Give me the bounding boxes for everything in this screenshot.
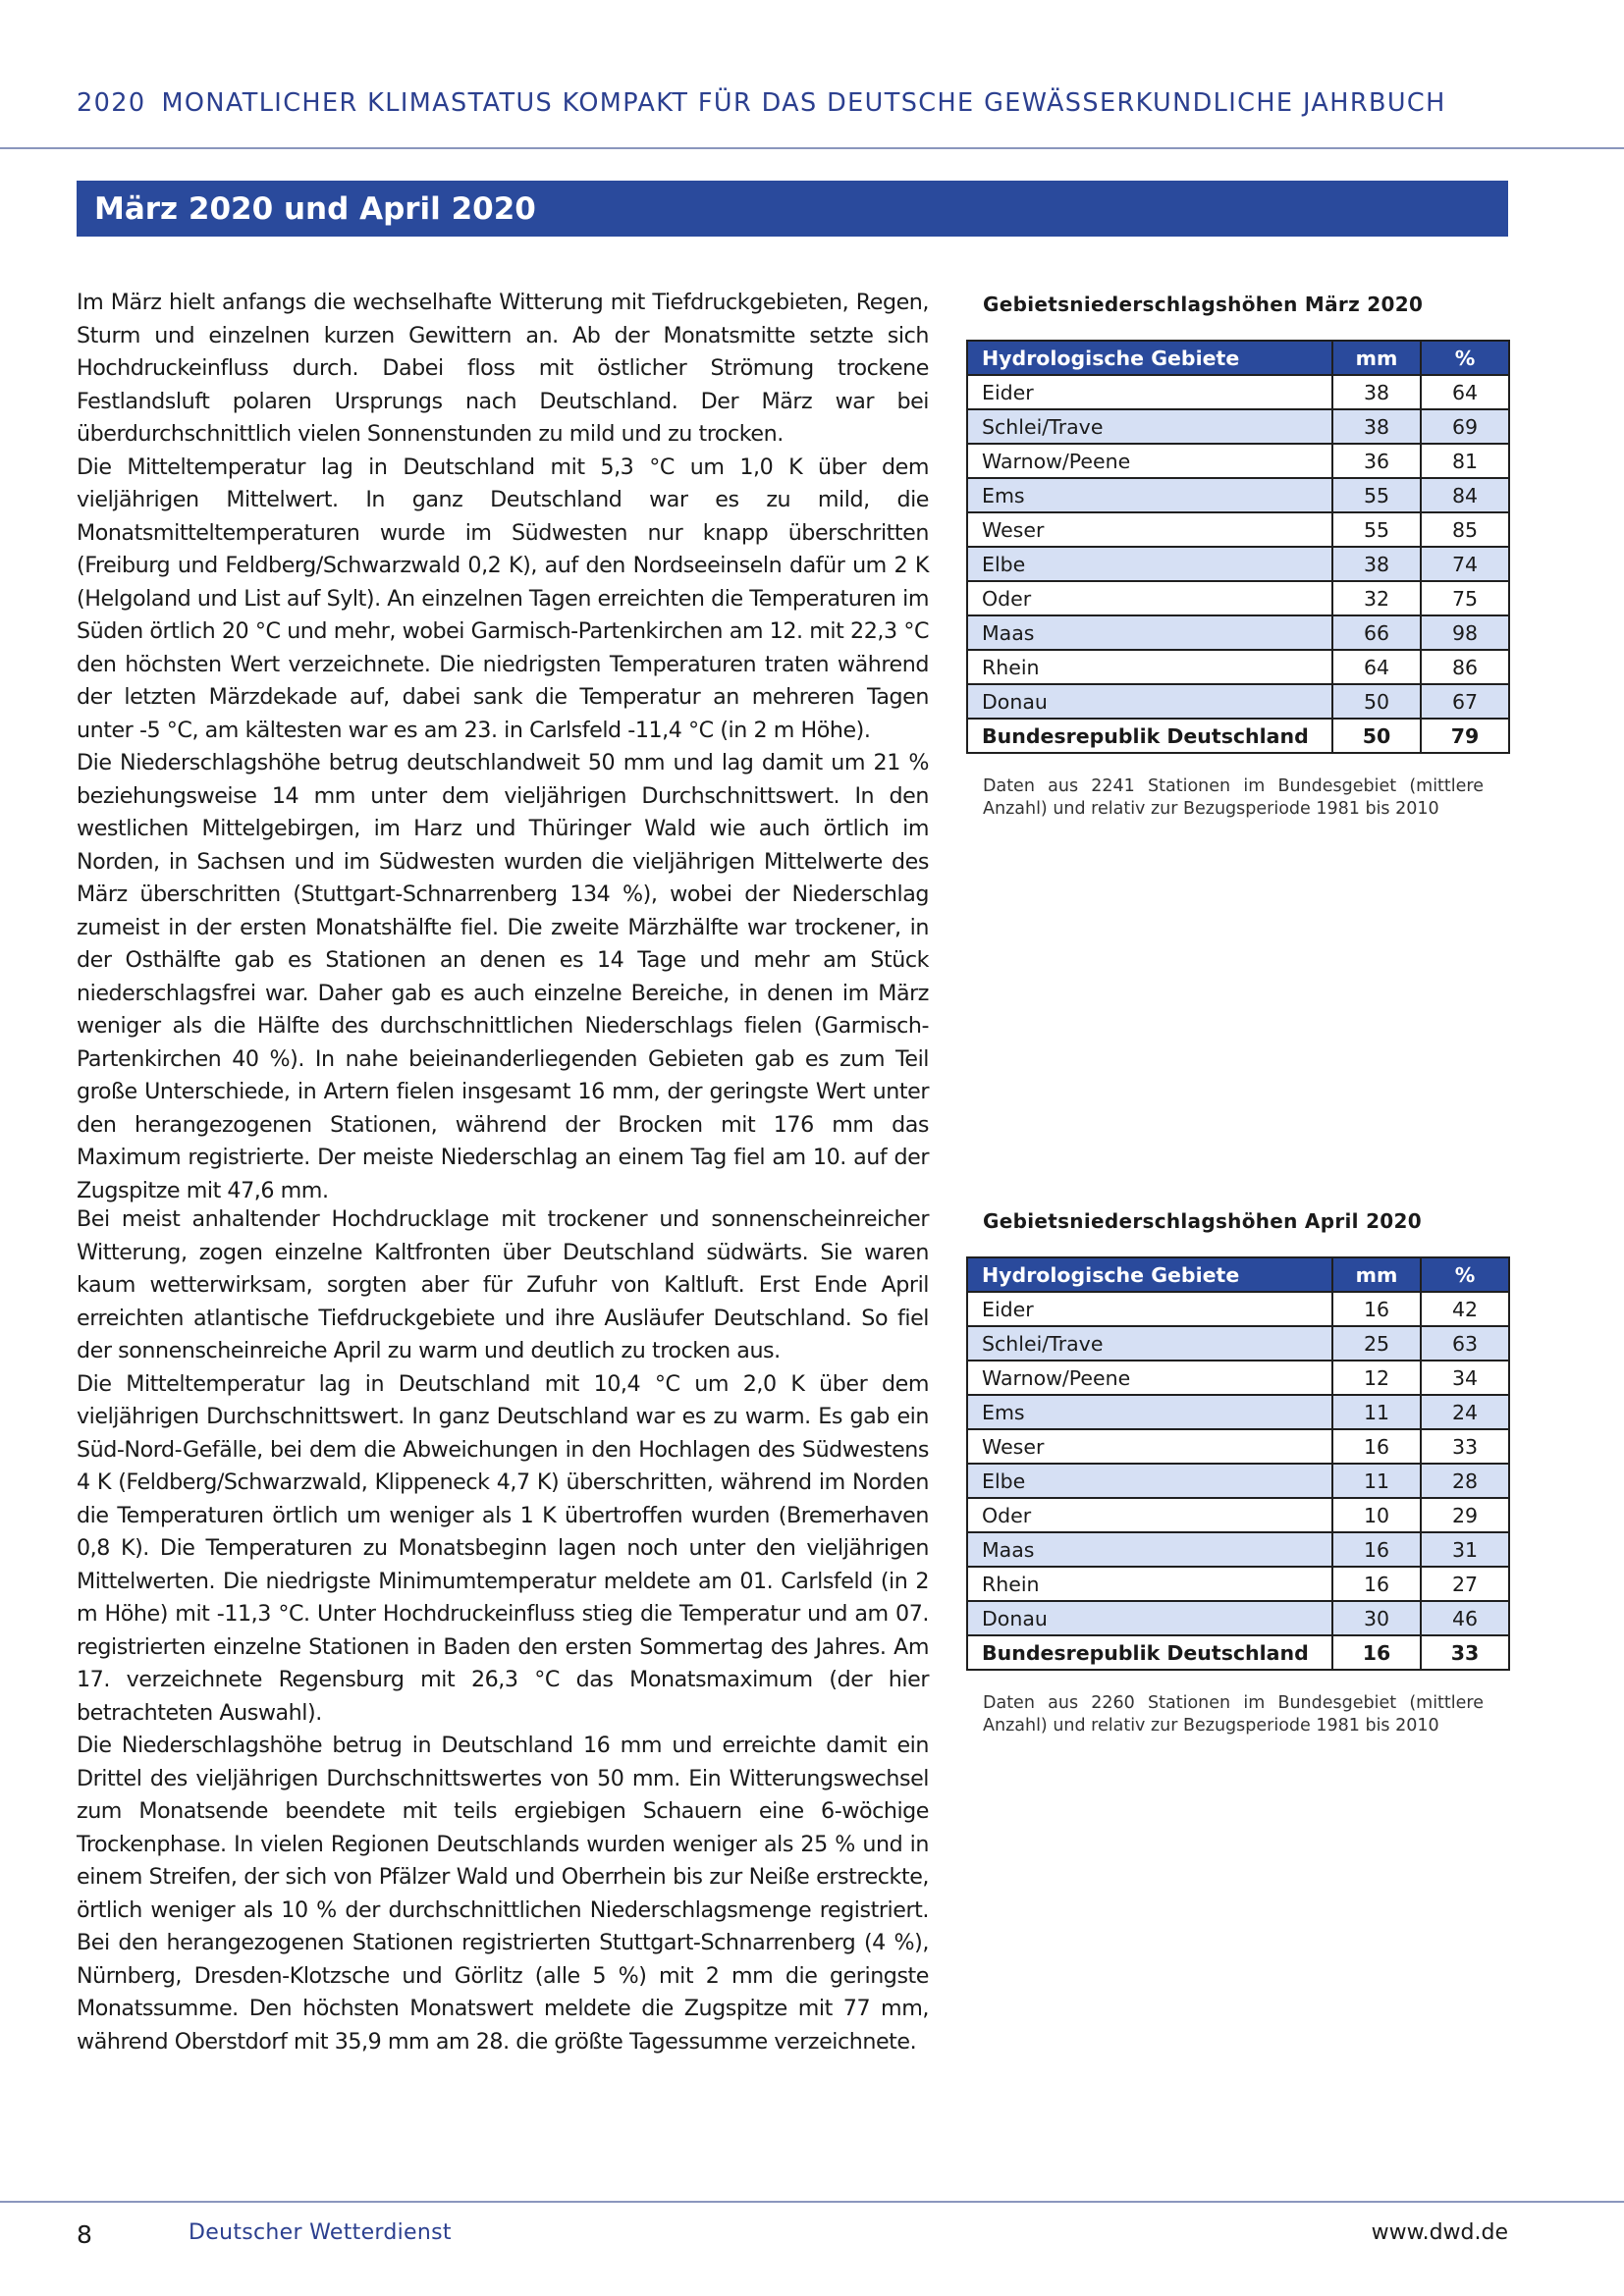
percent-cell: 69 [1421,409,1509,444]
percent-cell: 85 [1421,512,1509,547]
area-name-cell: Oder [967,1498,1332,1532]
area-name-cell: Donau [967,684,1332,719]
table-row [967,375,1509,409]
area-name-cell: Ems [967,478,1332,512]
header-title: MONATLICHER KLIMASTATUS KOMPAKT FÜR DAS DEUTSCHE GEWÄSSERKUNDLICHE JAHRBUCH [161,88,1446,118]
percent-cell: 46 [1421,1601,1509,1635]
table-row [967,547,1509,581]
table-row [967,650,1509,684]
table-header-row [967,1257,1509,1292]
table-header-row [967,341,1509,375]
mm-cell: 50 [1332,684,1421,719]
mm-cell: 50 [1332,719,1421,753]
table-row [967,1635,1509,1670]
mm-cell: 25 [1332,1326,1421,1361]
table-row [967,409,1509,444]
percent-cell: 33 [1421,1429,1509,1464]
mm-cell: 16 [1332,1292,1421,1326]
april-table-title: Gebietsniederschlagshöhen April 2020 [983,1209,1422,1233]
table-row [967,615,1509,650]
percent-cell: 27 [1421,1567,1509,1601]
percent-cell: 31 [1421,1532,1509,1567]
area-name-cell: Elbe [967,1464,1332,1498]
table-row [967,1326,1509,1361]
page-number: 8 [77,2220,92,2249]
mm-cell: 66 [1332,615,1421,650]
mm-cell: 12 [1332,1361,1421,1395]
march-precipitation-table [966,340,1510,754]
mm-cell: 16 [1332,1567,1421,1601]
march-table-body [967,375,1509,753]
mm-cell: 11 [1332,1464,1421,1498]
area-name-cell: Maas [967,1532,1332,1567]
area-name-cell: Bundesrepublik Deutschland [967,719,1332,753]
website-link[interactable]: www.dwd.de [1371,2220,1508,2245]
percent-cell: 74 [1421,547,1509,581]
mm-cell: 38 [1332,547,1421,581]
april-paragraph-3: Die Niederschlagshöhe betrug in Deutschland 16 mm und erreichte damit ein Drittel des vieljährigen Durchschnittswertes von 50 mm. Ein Witterungswechsel zum Monatsende beendete mit teils ergiebigen Schauern eine 6-wöchige Trockenphase. In vielen Regionen Deutschlands wurden weniger als 25 % und in einem Streifen, der sich von Pfälzer Wald und Oberrhein bis zur Neiße erstreckte, örtlich weniger als 10 % der durchschnittlichen Niederschlagsmenge registriert. Bei den herangezogenen Stationen registrierten Stuttgart-Schnarrenberg (4 %), Nürnberg, Dresden-Klotzsche und Görlitz (alle 5 %) mit 2 mm die geringste Monatssumme. Den höchsten Monatswert meldete die Zugspitze mit 77 mm, während Oberstdorf mit 35,9 mm am 28. die größte Tagessumme verzeichnete. [77,1733,929,2055]
organization-name: Deutscher Wetterdienst [189,2220,452,2245]
table-row [967,1429,1509,1464]
mm-cell: 38 [1332,375,1421,409]
header-year: 2020 [77,88,146,118]
april-table-body [967,1292,1509,1670]
percent-cell: 63 [1421,1326,1509,1361]
area-name-cell: Rhein [967,1567,1332,1601]
table-row [967,1361,1509,1395]
table-row [967,1395,1509,1429]
april-table-note: Daten aus 2260 Stationen im Bundesgebiet (mittlere Anzahl) und relativ zur Bezugsperiode 1981 bis 2010 [983,1693,1484,1735]
mm-cell: 30 [1332,1601,1421,1635]
percent-cell: 75 [1421,581,1509,615]
area-name-cell: Rhein [967,650,1332,684]
area-name-cell: Eider [967,375,1332,409]
table-row [967,444,1509,478]
march-table-title: Gebietsniederschlagshöhen März 2020 [983,293,1424,316]
col-header-percent: % [1421,1257,1509,1292]
mm-cell: 11 [1332,1395,1421,1429]
col-header-area: Hydrologische Gebiete [967,1257,1332,1292]
running-header [77,88,1446,118]
table-row [967,1464,1509,1498]
percent-cell: 64 [1421,375,1509,409]
april-precipitation-table [966,1256,1510,1671]
table-row [967,512,1509,547]
table-row [967,581,1509,615]
footer-divider [0,2201,1624,2203]
percent-cell: 84 [1421,478,1509,512]
percent-cell: 98 [1421,615,1509,650]
percent-cell: 29 [1421,1498,1509,1532]
area-name-cell: Maas [967,615,1332,650]
area-name-cell: Ems [967,1395,1332,1429]
march-paragraph-1: Im März hielt anfangs die wechselhafte Witterung mit Tiefdruckgebieten, Regen, Sturm und einzelnen kurzen Gewittern an. Ab der Monatsmitte setzte sich Hochdruckeinfluss durch. Dabei floss mit östlicher Strömung trockene Festlandsluft polaren Ursprungs nach Deutschland. Der März war bei überdurchschnittlich vielen Sonnenstunden zu mild und zu trocken. [77,290,929,447]
march-paragraph-2: Die Mitteltemperatur lag in Deutschland mit 5,3 °C um 1,0 K über dem vieljährigen Mittelwert. In ganz Deutschland war es zu mild, die Monatsmitteltemperaturen wurde im Südwesten nur knapp überschritten (Freiburg und Feldberg/Schwarzwald 0,2 K), auf den Nordseeinseln dafür um 2 K (Helgoland und List auf Sylt). An einzelnen Tagen erreichten die Temperaturen im Süden örtlich 20 °C und mehr, wobei Garmisch-Partenkirchen am 12. mit 22,3 °C den höchsten Wert verzeichnete. Die niedrigsten Temperaturen traten während der letzten Märzdekade auf, dabei sank die Temperatur an mehreren Tagen unter -5 °C, am kältesten war es am 23. in Carlsfeld -11,4 °C (in 2 m Höhe). [77,454,929,743]
mm-cell: 38 [1332,409,1421,444]
table-row [967,1567,1509,1601]
table-row [967,719,1509,753]
percent-cell: 28 [1421,1464,1509,1498]
mm-cell: 16 [1332,1429,1421,1464]
area-name-cell: Schlei/Trave [967,409,1332,444]
percent-cell: 67 [1421,684,1509,719]
area-name-cell: Warnow/Peene [967,1361,1332,1395]
april-paragraph-1: Bei meist anhaltender Hochdrucklage mit trockener und sonnenscheinreicher Witterung, zogen einzelne Kaltfronten über Deutschland südwärts. Sie waren kaum wetterwirksam, sorgten aber für Zufuhr von Kaltluft. Erst Ende April erreichten atlantische Tiefdruckgebiete und ihre Ausläufer Deutschland. So fiel der sonnenscheinreiche April zu warm und deutlich zu trocken aus. [77,1206,929,1363]
area-name-cell: Donau [967,1601,1332,1635]
col-header-mm: mm [1332,1257,1421,1292]
percent-cell: 34 [1421,1361,1509,1395]
table-row [967,1601,1509,1635]
col-header-area: Hydrologische Gebiete [967,341,1332,375]
section-title: März 2020 und April 2020 [77,181,1508,237]
mm-cell: 55 [1332,478,1421,512]
mm-cell: 10 [1332,1498,1421,1532]
march-table-note: Daten aus 2241 Stationen im Bundesgebiet (mittlere Anzahl) und relativ zur Bezugsperiode 1981 bis 2010 [983,776,1484,819]
area-name-cell: Oder [967,581,1332,615]
percent-cell: 79 [1421,719,1509,753]
percent-cell: 42 [1421,1292,1509,1326]
table-row [967,1532,1509,1567]
percent-cell: 81 [1421,444,1509,478]
mm-cell: 16 [1332,1532,1421,1567]
percent-cell: 24 [1421,1395,1509,1429]
header-divider [0,147,1624,149]
area-name-cell: Eider [967,1292,1332,1326]
percent-cell: 86 [1421,650,1509,684]
april-text [77,1203,929,2058]
table-row [967,478,1509,512]
area-name-cell: Weser [967,512,1332,547]
mm-cell: 64 [1332,650,1421,684]
area-name-cell: Warnow/Peene [967,444,1332,478]
mm-cell: 55 [1332,512,1421,547]
area-name-cell: Weser [967,1429,1332,1464]
table-row [967,684,1509,719]
mm-cell: 36 [1332,444,1421,478]
percent-cell: 33 [1421,1635,1509,1670]
area-name-cell: Schlei/Trave [967,1326,1332,1361]
table-row [967,1292,1509,1326]
table-row [967,1498,1509,1532]
col-header-percent: % [1421,341,1509,375]
april-paragraph-2: Die Mitteltemperatur lag in Deutschland mit 10,4 °C um 2,0 K über dem vieljährigen Durchschnittswert. In ganz Deutschland war es zu warm. Es gab ein Süd-Nord-Gefälle, bei dem die Abweichungen in den Hochlagen des Südwestens 4 K (Feldberg/Schwarzwald, Klippeneck 4,7 K) überschritten, während im Norden die Temperaturen örtlich um weniger als 1 K übertroffen wurden (Bremerhaven 0,8 K). Die Temperaturen zu Monatsbeginn lagen noch unter den vieljährigen Mittelwerten. Die niedrigste Minimumtemperatur meldete am 01. Carlsfeld (in 2 m Höhe) mit -11,3 °C. Unter Hochdruckeinfluss stieg die Temperatur und am 07. registrierten einzelne Stationen in Baden den ersten Sommertag des Jahres. Am 17. verzeichnete Regensburg mit 26,3 °C das Monatsmaximum (der hier betrachteten Auswahl). [77,1370,929,1726]
col-header-mm: mm [1332,341,1421,375]
area-name-cell: Bundesrepublik Deutschland [967,1635,1332,1670]
area-name-cell: Elbe [967,547,1332,581]
mm-cell: 16 [1332,1635,1421,1670]
mm-cell: 32 [1332,581,1421,615]
march-paragraph-3: Die Niederschlagshöhe betrug deutschlandweit 50 mm und lag damit um 21 % beziehungsweise 14 mm unter dem vieljährigen Durchschnittswert. In den westlichen Mittelgebirgen, im Harz und Thüringer Wald wie auch örtlich im Norden, in Sachsen und im Südwesten wurden die vieljährigen Mittelwerte des März überschritten (Stuttgart-Schnarrenberg 134 %), wobei der Niederschlag zumeist in der ersten Monatshälfte fiel. Die zweite Märzhälfte war trockener, in der Osthälfte gab es Stationen an denen es 14 Tage und mehr am Stück niederschlagsfrei war. Daher gab es auch einzelne Bereiche, in denen im März weniger als die Hälfte des durchschnittlichen Niederschlags fielen (Garmisch-Partenkirchen 40 %). In nahe beieinanderliegenden Gebieten gab es zum Teil große Unterschiede, in Artern fielen insgesamt 16 mm, der geringste Wert unter den herangezogenen Stationen, während der Brocken mit 176 mm das Maximum registrierte. Der meiste Niederschlag an einem Tag fiel am 10. auf der Zugspitze mit 47,6 mm. [77,750,929,1203]
march-text [77,287,929,1207]
